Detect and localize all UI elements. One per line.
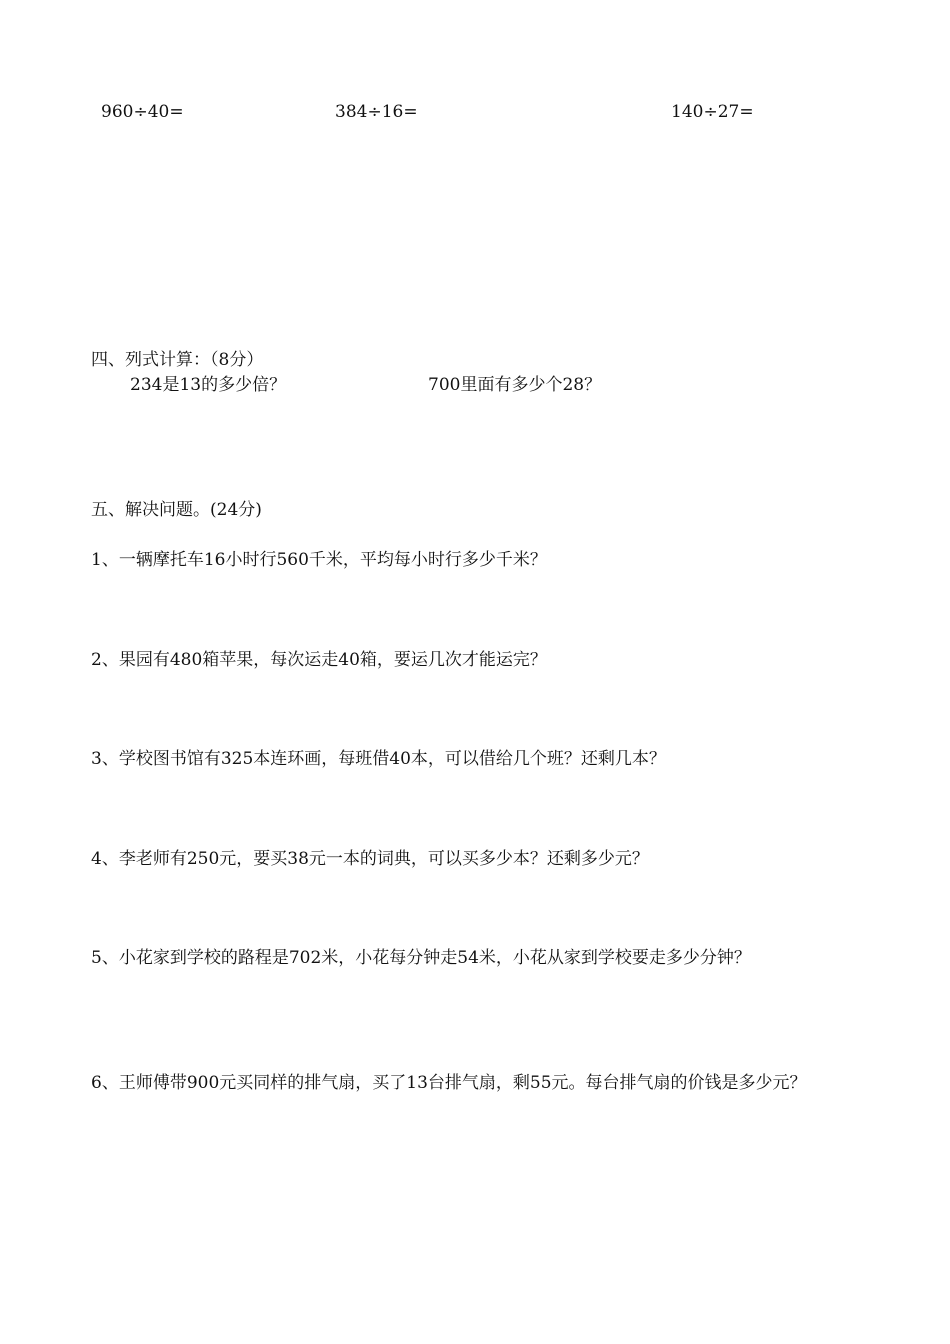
division-equation-1: 960÷40= [101,102,184,122]
word-problem-6: 6、王师傅带900元买同样的排气扇，买了13台排气扇，剩55元。每台排气扇的价钱是多少元？ [91,1073,807,1093]
word-problem-3: 3、学校图书馆有325本连环画，每班借40本，可以借给几个班？还剩几本？ [91,749,666,769]
division-equation-3: 140÷27= [671,102,754,122]
section-4-question-1: 234是13的多少倍？ [130,375,287,395]
section-5-title: 五、解决问题。(24分) [91,500,262,520]
word-problem-1: 1、一辆摩托车16小时行560千米，平均每小时行多少千米？ [91,550,547,570]
word-problem-2: 2、果园有480箱苹果，每次运走40箱，要运几次才能运完？ [91,650,547,670]
section-4-title: 四、列式计算：（8分） [91,350,264,370]
word-problem-5: 5、小花家到学校的路程是702米，小花每分钟走54米，小花从家到学校要走多少分钟？ [91,948,751,968]
word-problem-4: 4、李老师有250元，要买38元一本的词典，可以买多少本？还剩多少元？ [91,849,649,869]
division-equation-2: 384÷16= [335,102,418,122]
section-4-question-2: 700里面有多少个28？ [428,375,602,395]
